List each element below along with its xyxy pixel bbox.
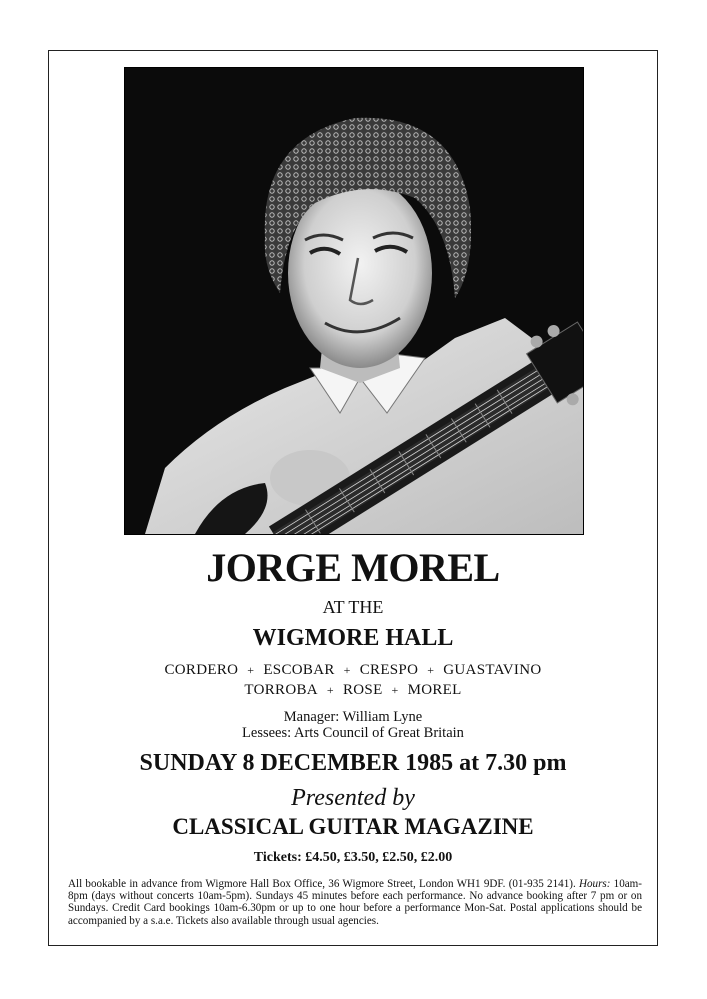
- presenter-name: CLASSICAL GUITAR MAGAZINE: [172, 814, 534, 839]
- separator: +: [326, 683, 334, 697]
- separator: +: [391, 683, 399, 697]
- booking-info: [68, 878, 642, 927]
- venue-name: WIGMORE HALL: [252, 625, 454, 651]
- separator: +: [343, 663, 351, 677]
- composer: MOREL: [407, 682, 462, 698]
- concert-date-time: SUNDAY 8 DECEMBER 1985 at 7.30 pm: [139, 750, 567, 776]
- composer: TORROBA: [244, 682, 318, 698]
- composer: ESCOBAR: [263, 662, 335, 678]
- at-the-text: AT THE: [322, 597, 384, 617]
- hours-text: 10am-8pm (days without concerts 10am-5pm). Sundays 45 minutes before each performance. No advance booking after 7 pm or on Sundays. Credit Card bookings 10am-6.30pm or up to one hour before a performance Mon-Sat. Postal applications should be accompanied by a s.a.e. Tickets also available through usual agencies.: [68, 878, 642, 927]
- composer: CRESPO: [359, 662, 419, 678]
- presented-by-text: Presented by: [291, 785, 415, 811]
- portrait-with-guitar-photo: [124, 67, 584, 535]
- separator: +: [247, 663, 255, 677]
- booking-line: All bookable in advance from Wigmore Hall Box Office, 36 Wigmore Street, London WH1 9DF. (01-935 2141).: [68, 878, 576, 890]
- composers-row-1: [48, 660, 658, 680]
- separator: +: [427, 663, 435, 677]
- composers-row-2: [48, 680, 658, 700]
- management-info: [48, 709, 658, 741]
- hours-label: Hours:: [578, 878, 611, 890]
- manager-line: Manager: William Lyne: [283, 709, 423, 725]
- composer: CORDERO: [164, 662, 239, 678]
- performer-name: JORGE MOREL: [206, 545, 500, 590]
- composer: ROSE: [342, 682, 383, 698]
- lessees-line: Lessees: Arts Council of Great Britain: [242, 725, 464, 741]
- composer: GUASTAVINO: [443, 662, 542, 678]
- ticket-prices: Tickets: £4.50, £3.50, £2.50, £2.00: [253, 850, 453, 865]
- composers-list: [48, 660, 658, 700]
